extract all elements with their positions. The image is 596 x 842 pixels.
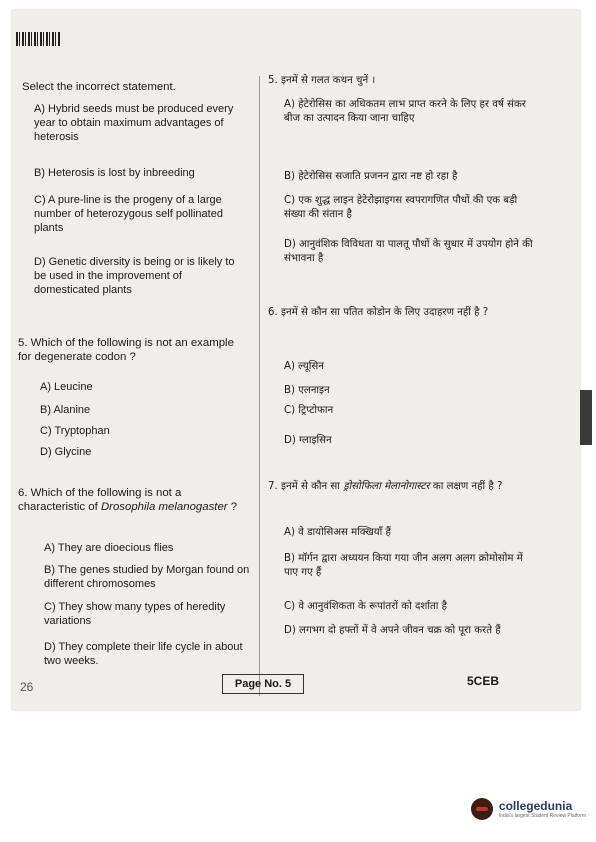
question-4-option-b: B) Heterosis is lost by inbreeding: [34, 167, 195, 179]
hindi-question-6-option-c: C) ट्रिप्टोफान: [284, 405, 334, 416]
question-5-option-c: C) Tryptophan: [40, 425, 110, 437]
question-5-stem: 5. Which of the following is not an example for degenerate codon ?: [18, 337, 234, 363]
hindi-question-5-stem: 5. इनमें से गलत कथन चुनें ।: [268, 75, 376, 86]
hindi-question-7-option-c: C) वे आनुवंशिकता के रूपांतरों को दर्शाता है: [284, 601, 448, 612]
hindi-question-7-option-a: A) वे डायोसिअस मक्खियाँ हैं: [284, 527, 391, 538]
collegedunia-logo-icon: [471, 798, 493, 820]
hindi-question-6-option-a: A) ल्यूसिन: [284, 361, 324, 372]
hindi-question-6-option-d: D) ग्लाइसिन: [284, 435, 332, 446]
question-5-option-b: B) Alanine: [40, 404, 91, 416]
question-6-option-b: B) The genes studied by Morgan found on different chromosomes: [44, 564, 250, 590]
hindi-question-7-stem-post: का लक्षण नहीं है ?: [429, 481, 503, 492]
page-number-box: Page No. 5: [222, 674, 304, 694]
hindi-question-5-option-d: D) आनुवंशिक विविधता या पालतू पौधों के सुधार में उपयोग होने की संभावना है: [284, 239, 533, 264]
question-6-stem-pre: 6. Which of the following is not a characteristic of: [18, 487, 182, 513]
hindi-question-6-stem: 6. इनमें से कौन सा पतित कोडोन के लिए उदाहरण नहीं है ?: [268, 307, 489, 318]
hindi-question-5-option-a: A) हेटेरोसिस का अधिकतम लाभ प्राप्त करने के लिए हर वर्ष संकर बीज का उत्पादन किया जाना चाहिए: [284, 99, 526, 124]
exam-page: [12, 10, 580, 710]
question-4-option-c: C) A pure-line is the progeny of a large number of heterozygous self pollinated plants: [34, 194, 223, 234]
page-margin-number: 26: [20, 680, 34, 694]
hindi-question-7-option-d: D) लगभग दो हफ्तों में वे अपने जीवन चक्र को पूरा करते हैं: [284, 625, 501, 636]
question-6-stem-species: Drosophila melanogaster: [100, 501, 228, 513]
question-4-option-a: A) Hybrid seeds must be produced every year to obtain maximum advantages of heterosis: [34, 103, 234, 143]
brand-watermark: [471, 798, 586, 820]
hindi-question-7-stem-pre: 7. इनमें से कौन सा: [268, 481, 344, 492]
question-4-stem: Select the incorrect statement.: [22, 81, 176, 93]
hindi-question-5-option-b: B) हेटेरोसिस सजाति प्रजनन द्वारा नष्ट हो रहा है: [284, 171, 458, 182]
hindi-question-5-option-c: C) एक शुद्ध लाइन हेटेरोझाइगस स्वपरागणित पौधों की एक बड़ी संख्या की संतान है: [284, 195, 518, 220]
question-6-stem: [18, 486, 248, 514]
hindi-question-7-option-b: B) मॉर्गन द्वारा अध्ययन किया गया जीन अलग अलग क्रोमोसोम में पाए गए हैं: [284, 553, 523, 578]
question-5-option-a: A) Leucine: [40, 381, 93, 393]
question-5-option-d: D) Glycine: [40, 446, 92, 458]
brand-name: collegedunia: [498, 799, 573, 813]
question-6-stem-post: ?: [227, 501, 238, 513]
booklet-code: 5CEB: [467, 674, 500, 688]
question-6-option-c: C) They show many types of heredity variations: [44, 601, 226, 627]
hindi-question-7-stem-species: ड्रोसोफिला मेलानोगास्टर: [343, 481, 430, 492]
brand-tagline: India's largest Student Review Platform: [498, 813, 586, 819]
question-6-option-a: A) They are dioecious flies: [44, 542, 174, 554]
side-tab-marker: [580, 390, 592, 445]
question-4-option-d: D) Genetic diversity is being or is likely to be used in the improvement of domesticated plants: [34, 256, 235, 296]
question-6-option-d: D) They complete their life cycle in about two weeks.: [44, 641, 243, 667]
barcode: [16, 32, 60, 46]
hindi-question-6-option-b: B) एलनाइन: [284, 385, 330, 396]
hindi-question-7-stem: [268, 480, 538, 494]
